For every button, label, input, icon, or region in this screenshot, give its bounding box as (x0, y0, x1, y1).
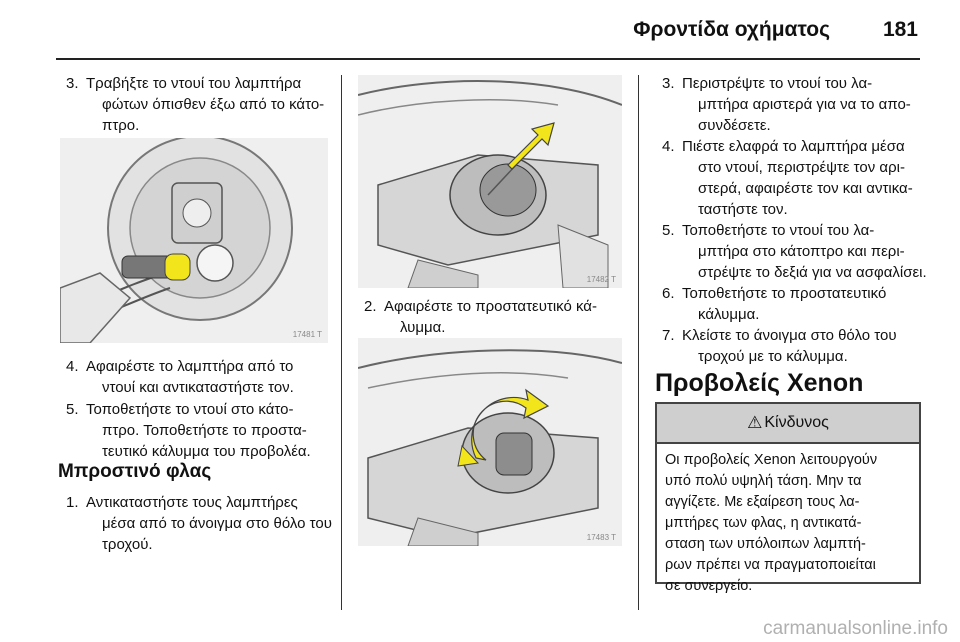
section-heading-xenon-headlights: Προβολείς Xenon (655, 369, 864, 397)
step-number: 1. (66, 494, 79, 511)
warning-title: Κίνδυνος (764, 414, 829, 431)
column-divider-1 (341, 75, 342, 610)
step-number: 4. (66, 358, 79, 375)
section-heading-front-turn-signal: Μπροστινό φλας (58, 461, 212, 482)
step-number: 3. (662, 75, 675, 92)
step-number: 4. (662, 138, 675, 155)
step-text-line: κάλυμμα. (698, 306, 760, 323)
step-number: 3. (66, 75, 79, 92)
step-text-line: Τοποθετήστε το ντουί στο κάτο- (86, 401, 294, 418)
figure-rotate-bulb-holder (358, 338, 622, 546)
step-text-line: πτρο. Τοποθετήστε το προστα- (102, 422, 307, 439)
step-text-line: Τοποθετήστε το προστατευτικό (682, 285, 887, 302)
step-text-line: Τραβήξτε το ντουί του λαμπτήρα (86, 75, 302, 92)
step-text-line: στρέψτε το δεξιά για να ασφαλίσει. (698, 264, 927, 281)
illustration-bulb-holder (60, 138, 328, 343)
step-number: 5. (66, 401, 79, 418)
figure-protective-cover (358, 75, 622, 288)
step-number: 5. (662, 222, 675, 239)
running-header-title: Φροντίδα οχήματος (633, 18, 830, 41)
step-text-line: πτρο. (102, 117, 140, 134)
step-number: 7. (662, 327, 675, 344)
page-number: 181 (882, 18, 918, 41)
warning-text (657, 444, 919, 603)
step-text-line: στο ντουί, περιστρέψτε τον αρι- (698, 159, 905, 176)
step-text-line: τροχού με το κάλυμμα. (698, 348, 848, 365)
illustration-wheel-arch-cover (358, 75, 622, 288)
step-text-line: ντουί και αντικαταστήστε τον. (102, 379, 294, 396)
step-text-line: Αφαιρέστε το προστατευτικό κά- (384, 298, 597, 315)
warning-text-line: ρων πρέπει να πραγματοποιείται (665, 557, 876, 573)
warning-text-line: αγγίζετε. Με εξαίρεση τους λα- (665, 494, 860, 510)
step-text-line: τροχού. (102, 536, 153, 553)
illustration-rotate-holder (358, 338, 622, 546)
warning-text-line: μπτήρες των φλας, η αντικατά- (665, 515, 862, 531)
column-divider-2 (638, 75, 639, 610)
warning-text-line: υπό πολύ υψηλή τάση. Μην τα (665, 473, 862, 489)
step-number: 2. (364, 298, 377, 315)
step-number: 6. (662, 285, 675, 302)
step-text-line: Αντικαταστήστε τους λαμπτήρες (86, 494, 298, 511)
warning-header (657, 404, 919, 444)
step-text-line: Πιέστε ελαφρά το λαμπτήρα μέσα (682, 138, 905, 155)
step-text-line: λυμμα. (400, 319, 446, 336)
step-text-line: Κλείστε το άνοιγμα στο θόλο του (682, 327, 897, 344)
step-text-line: Τοποθετήστε το ντουί του λα- (682, 222, 875, 239)
warning-text-line: σταση των υπόλοιπων λαμπτή- (665, 536, 866, 552)
header-rule (56, 58, 920, 60)
warning-text-line: σε συνεργείο. (665, 578, 753, 594)
step-text-line: Αφαιρέστε το λαμπτήρα από το (86, 358, 294, 375)
step-text-line: μέσα από το άνοιγμα στο θόλο του (102, 515, 332, 532)
step-text-line: μπτήρα αριστερά για να το απο- (698, 96, 911, 113)
step-text-line: φώτων όπισθεν έξω από το κάτο- (102, 96, 325, 113)
figure-code: 17481 T (292, 330, 322, 339)
warning-text-line: Οι προβολείς Xenon λειτουργούν (665, 452, 878, 468)
step-text-line: μπτήρα στο κάτοπτρο και περι- (698, 243, 905, 260)
step-text-line: τευτικό κάλυμμα του προβολέα. (102, 443, 311, 460)
step-text-line: στερά, αφαιρέστε τον και αντικα- (698, 180, 913, 197)
figure-reversing-lamp (60, 138, 328, 343)
figure-code: 17483 T (586, 533, 616, 542)
step-text-line: ταστήστε τον. (698, 201, 788, 218)
watermark: carmanualsonline.info (763, 618, 948, 639)
step-text-line: συνδέσετε. (698, 117, 771, 134)
step-text-line: Περιστρέψτε το ντουί του λα- (682, 75, 873, 92)
danger-warning-box (655, 402, 921, 594)
figure-code: 17482 T (586, 275, 616, 284)
warning-triangle-icon: ⚠ (747, 413, 763, 432)
